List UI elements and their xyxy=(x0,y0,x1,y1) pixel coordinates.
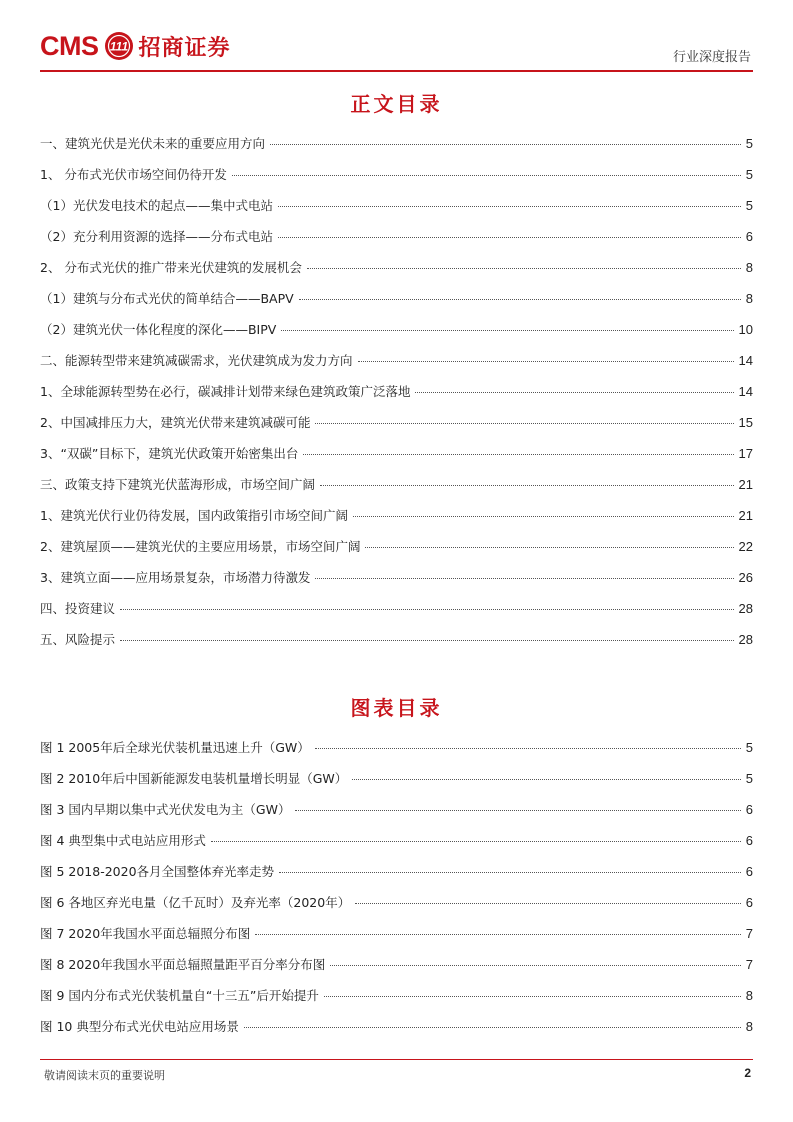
toc-entry-page: 21 xyxy=(738,508,753,523)
toc-entry[interactable] xyxy=(40,800,753,831)
header-divider xyxy=(40,70,753,72)
toc-entry-page: 14 xyxy=(738,353,753,368)
toc-dot-leader xyxy=(315,578,733,579)
page-number: 2 xyxy=(744,1066,751,1080)
toc-entry-label: 三、政策支持下建筑光伏蓝海形成，市场空间广阔 xyxy=(40,477,316,492)
toc-entry[interactable] xyxy=(40,506,753,537)
toc-entry-label: 二、能源转型带来建筑减碳需求，光伏建筑成为发力方向 xyxy=(40,353,353,368)
toc-entry-label: 一、建筑光伏是光伏未来的重要应用方向 xyxy=(40,136,266,151)
toc-entry-page: 17 xyxy=(738,446,753,461)
toc-dot-leader xyxy=(244,1027,741,1028)
toc-entry-label: 1、建筑光伏行业仍待发展，国内政策指引市场空间广阔 xyxy=(40,508,348,523)
toc-entry-page: 15 xyxy=(738,415,753,430)
toc-entry-label: 1、 分布式光伏市场空间仍待开发 xyxy=(40,167,227,182)
toc-entry-label: 2、中国减排压力大，建筑光伏带来建筑减碳可能 xyxy=(40,415,311,430)
toc-entry-label: 图 2 2010年后中国新能源发电装机量增长明显（GW） xyxy=(40,771,348,786)
footer-disclaimer-note: 敬请阅读末页的重要说明 xyxy=(44,1069,165,1082)
toc-entry-page: 5 xyxy=(745,136,753,151)
toc-dot-leader xyxy=(270,144,741,145)
toc-entry-page: 14 xyxy=(738,384,753,399)
toc-entry-label: （1）光伏发电技术的起点——集中式电站 xyxy=(40,198,273,213)
toc-entry-label: 2、 分布式光伏的推广带来光伏建筑的发展机会 xyxy=(40,260,302,275)
logo-cms-text: CMS xyxy=(40,30,99,61)
logo-seal-icon xyxy=(104,31,134,61)
toc-entry[interactable] xyxy=(40,227,753,258)
toc-entry-page: 5 xyxy=(745,198,753,213)
toc-entry-label: （1）建筑与分布式光伏的简单结合——BAPV xyxy=(40,291,294,306)
toc-entry-label: 图 3 国内早期以集中式光伏发电为主（GW） xyxy=(40,802,291,817)
toc-entry[interactable] xyxy=(40,289,753,320)
toc-entry-page: 6 xyxy=(745,802,753,817)
toc-dot-leader xyxy=(232,175,741,176)
toc-dot-leader xyxy=(278,206,741,207)
toc-entry[interactable] xyxy=(40,738,753,769)
toc-entry-page: 7 xyxy=(745,926,753,941)
toc-entry[interactable] xyxy=(40,475,753,506)
toc-entry[interactable] xyxy=(40,893,753,924)
toc-entry-page: 6 xyxy=(745,229,753,244)
logo-seal-text: 111 xyxy=(109,39,128,54)
toc-entry-label: 3、建筑立面——应用场景复杂，市场潜力待激发 xyxy=(40,570,311,585)
toc-entry[interactable] xyxy=(40,831,753,862)
toc-entry-page: 6 xyxy=(745,895,753,910)
toc-dot-leader xyxy=(315,748,741,749)
toc-dot-leader xyxy=(352,779,741,780)
toc-entry-label: 图 6 各地区弃光电量（亿千瓦时）及弃光率（2020年） xyxy=(40,895,351,910)
toc-dot-leader xyxy=(120,609,734,610)
toc-dot-leader xyxy=(415,392,733,393)
toc-dot-leader xyxy=(324,996,741,997)
toc-entry-page: 28 xyxy=(738,601,753,616)
toc-entry[interactable] xyxy=(40,630,753,661)
toc-entry-label: 图 5 2018-2020各月全国整体弃光率走势 xyxy=(40,864,275,879)
toc-entry[interactable] xyxy=(40,351,753,382)
toc-dot-leader xyxy=(278,237,741,238)
toc-entry-label: 五、风险提示 xyxy=(40,632,116,647)
figures-list xyxy=(40,738,753,1048)
footer-divider xyxy=(40,1059,753,1060)
toc-entry-page: 7 xyxy=(745,957,753,972)
toc-entry-page: 8 xyxy=(745,988,753,1003)
toc-entry[interactable] xyxy=(40,862,753,893)
toc-entry[interactable] xyxy=(40,165,753,196)
toc-entry-page: 5 xyxy=(745,771,753,786)
toc-entry-label: （2）充分利用资源的选择——分布式电站 xyxy=(40,229,273,244)
toc-entry[interactable] xyxy=(40,444,753,475)
toc-entry-label: 四、投资建议 xyxy=(40,601,116,616)
figures-title: 图表目录 xyxy=(350,696,443,720)
toc-entry-page: 8 xyxy=(745,291,753,306)
toc-entry-page: 5 xyxy=(745,740,753,755)
toc-dot-leader xyxy=(358,361,734,362)
toc-dot-leader xyxy=(353,516,734,517)
toc-dot-leader xyxy=(320,485,734,486)
toc-entry-page: 22 xyxy=(738,539,753,554)
toc-entry[interactable] xyxy=(40,258,753,289)
toc-entry-page: 26 xyxy=(738,570,753,585)
toc-dot-leader xyxy=(303,454,733,455)
toc-entry-label: 1、全球能源转型势在必行，碳减排计划带来绿色建筑政策广泛落地 xyxy=(40,384,411,399)
toc-entry-label: （2）建筑光伏一体化程度的深化——BIPV xyxy=(40,322,277,337)
toc-entry-label: 图 4 典型集中式电站应用形式 xyxy=(40,833,206,848)
toc-entry[interactable] xyxy=(40,924,753,955)
toc-entry[interactable] xyxy=(40,1017,753,1048)
toc-entry-label: 2、建筑屋顶——建筑光伏的主要应用场景，市场空间广阔 xyxy=(40,539,361,554)
page-header xyxy=(40,24,753,70)
toc-dot-leader xyxy=(279,872,741,873)
toc-dot-leader xyxy=(281,330,733,331)
contents-list xyxy=(40,134,753,661)
toc-dot-leader xyxy=(211,841,741,842)
toc-dot-leader xyxy=(120,640,734,641)
logo-chinese-name: 招商证券 xyxy=(138,34,231,61)
contents-title: 正文目录 xyxy=(350,92,443,116)
company-logo xyxy=(40,30,231,62)
toc-entry[interactable] xyxy=(40,769,753,800)
toc-entry[interactable] xyxy=(40,568,753,599)
toc-entry-page: 10 xyxy=(738,322,753,337)
toc-entry-page: 8 xyxy=(745,260,753,275)
toc-dot-leader xyxy=(299,299,741,300)
toc-entry[interactable] xyxy=(40,599,753,630)
toc-entry[interactable] xyxy=(40,986,753,1017)
document-type-label: 行业深度报告 xyxy=(672,50,751,65)
toc-entry[interactable] xyxy=(40,134,753,165)
toc-entry[interactable] xyxy=(40,382,753,413)
toc-entry-label: 图 1 2005年后全球光伏装机量迅速上升（GW） xyxy=(40,740,310,755)
toc-entry-page: 21 xyxy=(738,477,753,492)
toc-dot-leader xyxy=(255,934,741,935)
toc-dot-leader xyxy=(295,810,740,811)
toc-entry[interactable] xyxy=(40,196,753,227)
toc-dot-leader xyxy=(355,903,741,904)
toc-entry-label: 图 10 典型分布式光伏电站应用场景 xyxy=(40,1019,239,1034)
toc-entry-label: 图 7 2020年我国水平面总辐照分布图 xyxy=(40,926,251,941)
toc-entry-page: 28 xyxy=(738,632,753,647)
toc-dot-leader xyxy=(365,547,733,548)
toc-entry[interactable] xyxy=(40,955,753,986)
toc-entry[interactable] xyxy=(40,413,753,444)
toc-dot-leader xyxy=(315,423,733,424)
toc-entry-label: 图 9 国内分布式光伏装机量自“十三五”后开始提升 xyxy=(40,988,319,1003)
toc-entry-page: 6 xyxy=(745,864,753,879)
toc-entry[interactable] xyxy=(40,537,753,568)
toc-dot-leader xyxy=(307,268,741,269)
toc-entry-label: 图 8 2020年我国水平面总辐照量距平百分率分布图 xyxy=(40,957,326,972)
toc-entry-page: 5 xyxy=(745,167,753,182)
toc-entry-label: 3、“双碳”目标下，建筑光伏政策开始密集出台 xyxy=(40,446,299,461)
toc-entry[interactable] xyxy=(40,320,753,351)
toc-entry-page: 8 xyxy=(745,1019,753,1034)
toc-dot-leader xyxy=(330,965,741,966)
toc-entry-page: 6 xyxy=(745,833,753,848)
